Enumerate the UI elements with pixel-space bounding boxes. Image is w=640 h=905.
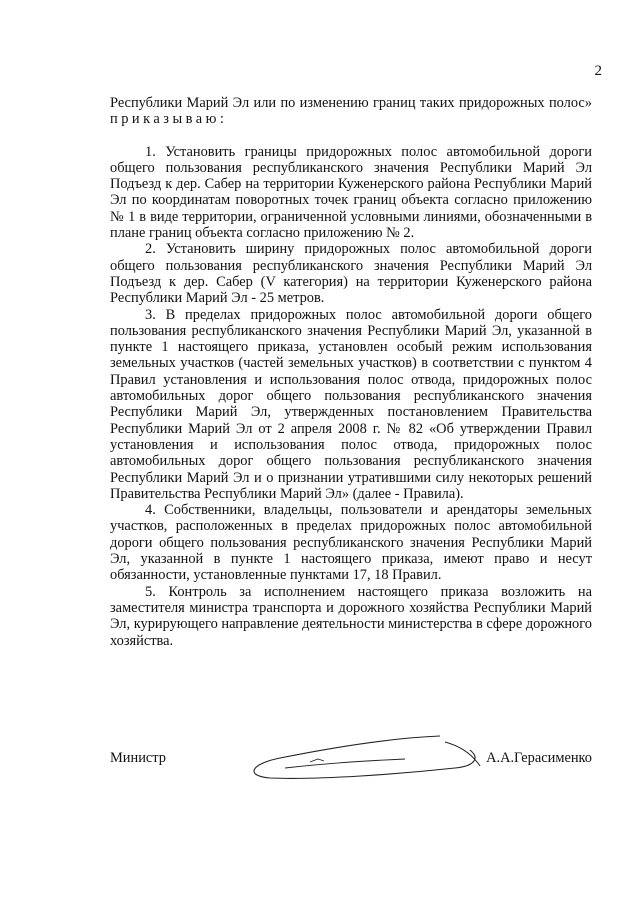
document-body bbox=[110, 95, 592, 649]
paragraph-3: 3. В пределах придорожных полос автомобильной дороги общего пользования республиканского значения Республики Марий Эл, указанной в пункте 1 настоящего приказа, установлен особый режим использования земельных участков (частей земельных участков) в соответствии с пунктом 4 Правил установления и использования полос отвода, придорожных полос автомобильных дорог общего пользования республиканского значения Республики Марий Эл, утвержденных постановлением Правительства Республики Марий Эл от 2 апреля 2008 г. № 82 «Об утверждении Правил установления и использования полос отвода, придорожных полос автомобильных дорог общего пользования республиканского значения Республики Марий Эл и о признании утратившими силу некоторых решений Правительства Республики Марий Эл» (далее - Правила). bbox=[110, 306, 592, 502]
signature-block bbox=[110, 728, 592, 788]
order-word: приказываю bbox=[110, 111, 220, 128]
paragraph-4: 4. Собственники, владельцы, пользователи и арендаторы земельных участков, расположенных в пределах придорожных полос автомобильной дороги общего пользования республиканского значения Республики Марий Эл, указанной в пункте 1 настоящего приказа, имеют право и несут обязанности, установленные пунктами 17, 18 Правил. bbox=[110, 502, 592, 584]
paragraph-2: 2. Установить ширину придорожных полос автомобильной дороги общего пользования республиканского значения Республики Марий Эл Подъезд к дер. Сабер (V категория) на территории Куженерского района Республики Марий Эл - 25 метров. bbox=[110, 241, 592, 307]
handwritten-signature bbox=[240, 728, 490, 788]
paragraph-5: 5. Контроль за исполнением настоящего приказа возложить на заместителя министра транспорта и дорожного хозяйства Республики Марий Эл, курирующего направление деятельности министерства в сфере дорожного хозяйства. bbox=[110, 583, 592, 649]
paragraph-1: 1. Установить границы придорожных полос автомобильной дороги общего пользования республиканского значения Республики Марий Эл Подъезд к дер. Сабер на территории Куженерского района Республики Марий Эл по координатам поворотных точек границ объекта согласно приложению № 1 в виде территории, ограниченной условными линиями, обозначенными в плане границ объекта согласно приложению № 2. bbox=[110, 143, 592, 242]
intro-paragraph bbox=[110, 95, 592, 128]
intro-text: Республики Марий Эл или по изменению границ таких придорожных полос» bbox=[110, 95, 592, 111]
signer-name: А.А.Герасименко bbox=[486, 750, 592, 766]
intro-colon: : bbox=[219, 111, 224, 128]
signer-title: Министр bbox=[110, 750, 166, 766]
page-number: 2 bbox=[594, 63, 602, 79]
